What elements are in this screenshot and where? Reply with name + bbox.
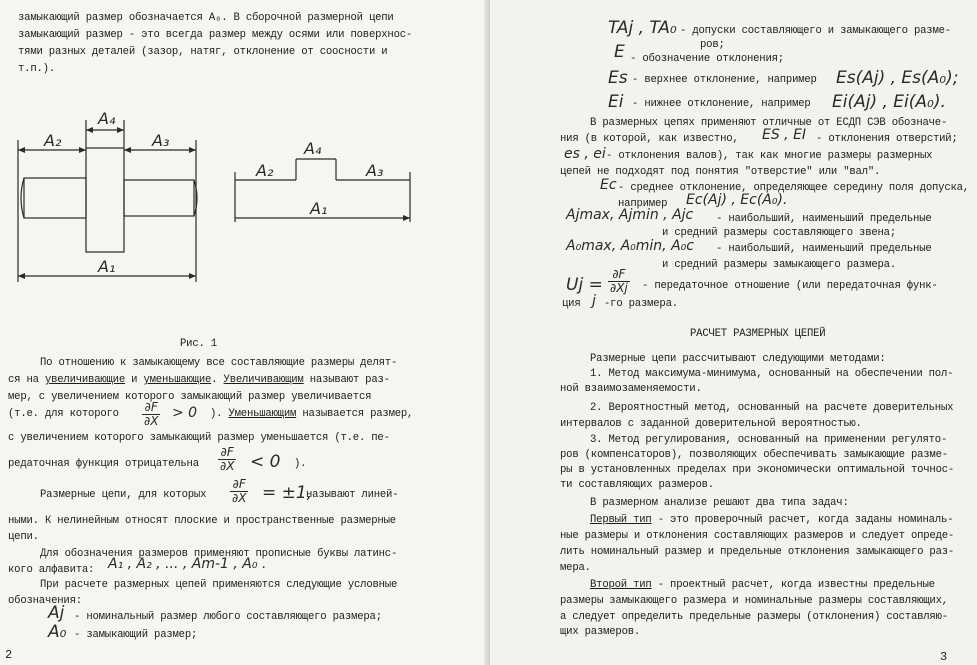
relation: > 0	[172, 405, 198, 421]
text-line: кого алфавита:	[8, 564, 95, 576]
text-line: При расчете размерных цепей применяются следующие условные	[40, 579, 398, 591]
text-line: - отклонения валов), так как многие размеры размерных	[606, 150, 933, 162]
text-line: редаточная функция отрицательна	[8, 458, 199, 470]
partial-derivative: $\frac{\partial F}{\partial X}$	[232, 477, 247, 505]
figure-caption: Рис. 1	[180, 338, 217, 350]
text-line: 3. Метод регулирования, основанный на применении регулято-	[590, 434, 948, 446]
page-number: 3	[940, 650, 948, 664]
text-line: Размерные цепи, для которых	[40, 489, 207, 501]
left-page	[0, 0, 488, 665]
text-line: - верхнее отклонение, например	[632, 74, 817, 86]
text-line: и средний размеры составляющего звена;	[662, 227, 896, 239]
text-line: называют линей-	[306, 489, 399, 501]
text-line: - среднее отклонение, определяющее середину поля допуска,	[618, 182, 969, 194]
term-increasing: увеличивающие	[44, 374, 125, 386]
text-line: ти составляющих размеров.	[560, 479, 714, 491]
text-line: замыкающий размер - это всегда размер между осями или поверхнос-	[18, 29, 413, 41]
text-line: ция	[562, 298, 581, 310]
text-line: - замыкающий размер;	[74, 629, 198, 641]
text-line: мера.	[560, 562, 591, 574]
page-number: 2	[5, 648, 13, 662]
example-es: Es(Aj) , Es(A₀);	[836, 68, 959, 88]
relation: = ±1,	[262, 483, 313, 503]
text-line: ). Уменьшающим называется размер,	[210, 408, 414, 420]
text-line: Размерные цепи рассчитывают следующими методами:	[590, 353, 886, 365]
text-line: мер, с увеличением которого замыкающий размер увеличивается	[8, 391, 372, 403]
text-line: ными. К нелинейным относят плоские и пространственные размерные	[8, 515, 396, 527]
text-line: 2. Вероятностный метод, основанный на расчете доверительных	[590, 402, 954, 414]
symbol-aj: Aj	[48, 603, 65, 623]
text-line: Для обозначения размеров применяют прописные буквы латинс-	[40, 548, 398, 560]
symbol-ta: TAj , TA₀	[608, 18, 677, 38]
symbol-ec: Ec	[600, 177, 617, 193]
text-line: лить номинальный размер и предельные отклонения замыкающего раз-	[560, 546, 955, 558]
text-line: размеры замыкающего размера и номинальные размеры составляющих,	[560, 595, 948, 607]
label-a1: A₁	[98, 257, 116, 276]
text-line: ния (в которой, как известно,	[560, 133, 739, 145]
term-second-type: Второй тип	[590, 579, 652, 591]
text-line: ры в установленных пределах при экономически оптимальной точнос-	[560, 464, 955, 476]
text-line: 1. Метод максимума-минимума, основанный на обеспечении пол-	[590, 368, 954, 380]
text-line: например	[618, 198, 668, 210]
relation: < 0	[250, 452, 281, 472]
text-line: щих размеров.	[560, 626, 641, 638]
text-line: ров (компенсаторов), позволяющих обеспечивать замыкающие разме-	[560, 449, 948, 461]
partial-derivative: $\frac{\partial F}{\partial X}$	[220, 445, 235, 473]
symbol-ei: Ei	[608, 92, 624, 112]
symbol-es: Es	[608, 68, 628, 88]
text-line: - номинальный размер любого составляющего размера;	[74, 611, 382, 623]
symbol-a0-limits: A₀max, A₀min, A₀c	[566, 238, 694, 254]
term-first-type: Первый тип	[590, 514, 652, 526]
partial-derivative: $\frac{\partial F}{\partial X}$	[144, 400, 159, 428]
text-line: с увеличением которого замыкающий размер уменьшается (т.е. пе-	[8, 432, 390, 444]
text-line: цепи.	[8, 531, 39, 543]
text-line: ся на увеличивающие и уменьшающие. Увеличивающим называют раз-	[8, 374, 390, 386]
text-line: - отклонения отверстий;	[816, 133, 958, 145]
text-line: цепей не подходят под понятия "отверстие" или "вал".	[560, 166, 881, 178]
symbols-es-ei-lower: es , ei	[564, 146, 606, 162]
term-decreasing-def: Уменьшающим	[228, 408, 297, 420]
section-title: РАСЧЕТ РАЗМЕРНЫХ ЦЕПЕЙ	[690, 328, 826, 340]
text-line: (т.е. для которого	[8, 408, 119, 420]
label-a3: A₃	[152, 131, 170, 150]
text-line: замыкающий размер обозначается А₀. В сборочной размерной цепи	[18, 12, 394, 24]
chain-label-a2: A₂	[256, 161, 274, 180]
chain-label-a4: A₄	[304, 139, 322, 158]
text-line: интервалов с заданной доверительной вероятностью.	[560, 418, 862, 430]
label-a4: A₄	[98, 109, 116, 128]
text-line: В размерных цепях применяют отличные от ЕСДП СЭВ обозначе-	[590, 117, 948, 129]
symbols-es-ei-upper: ES , EI	[762, 127, 807, 143]
symbol-a0: A₀	[48, 622, 67, 642]
text-line: Второй тип - проектный расчет, когда известны предельные	[590, 579, 935, 591]
text-line: т.п.).	[18, 63, 55, 75]
text-line: - передаточное отношение (или передаточная функ-	[642, 280, 938, 292]
text-line: - обозначение отклонения;	[630, 53, 784, 65]
example-ec: Ec(Aj) , Ec(A₀).	[686, 192, 788, 208]
text-line: - допуски составляющего и замыкающего разме-	[680, 25, 951, 37]
text-line: По отношению к замыкающему все составляющие размеры делят-	[40, 357, 398, 369]
term-increasing-def: Увеличивающим	[223, 374, 304, 386]
text-line: Первый тип - это проверочный расчет, когда заданы номиналь-	[590, 514, 954, 526]
text-line: -го размера.	[604, 298, 678, 310]
text-line: В размерном анализе решают два типа задач:	[590, 497, 849, 509]
text-line: и средний размеры замыкающего размера.	[662, 259, 896, 271]
example-ei: Ei(Aj) , Ei(A₀).	[832, 92, 946, 112]
handwritten-symbols: A₁ , A₂ , ... , Am-1 , A₀ .	[108, 556, 267, 572]
text-line: ров;	[700, 39, 725, 51]
term-decreasing: уменьшающие	[143, 374, 212, 386]
symbol-uj: Uj =	[566, 275, 603, 295]
right-page	[490, 0, 977, 665]
symbol-aj-limits: Ajmax, Ajmin , Ajc	[566, 207, 694, 223]
partial-derivative: $\frac{\partial F}{\partial Xj}$	[610, 267, 628, 295]
chain-label-a3: A₃	[366, 161, 384, 180]
text-line: ные размеры и отклонения составляющих размеров и следует опреде-	[560, 530, 955, 542]
text-line: обозначения:	[8, 595, 82, 607]
text-line: а следует определить предельные размеры (отклонения) составляю-	[560, 611, 948, 623]
text-line: тями разных деталей (зазор, натяг, отклонение от соосности и	[18, 46, 388, 58]
text-line: - наибольший, наименьший предельные	[716, 213, 932, 225]
text-line: ).	[294, 458, 307, 470]
symbol-e: E	[614, 42, 625, 62]
figure-dimension-chain	[0, 0, 488, 300]
text-line: ной взаимозаменяемости.	[560, 383, 702, 395]
text-line: - наибольший, наименьший предельные	[716, 243, 932, 255]
symbol-j: j	[592, 293, 596, 309]
chain-label-a1: A₁	[310, 199, 328, 218]
label-a2: A₂	[44, 131, 62, 150]
text-line: - нижнее отклонение, например	[632, 98, 811, 110]
shaft-drawing	[21, 148, 197, 252]
